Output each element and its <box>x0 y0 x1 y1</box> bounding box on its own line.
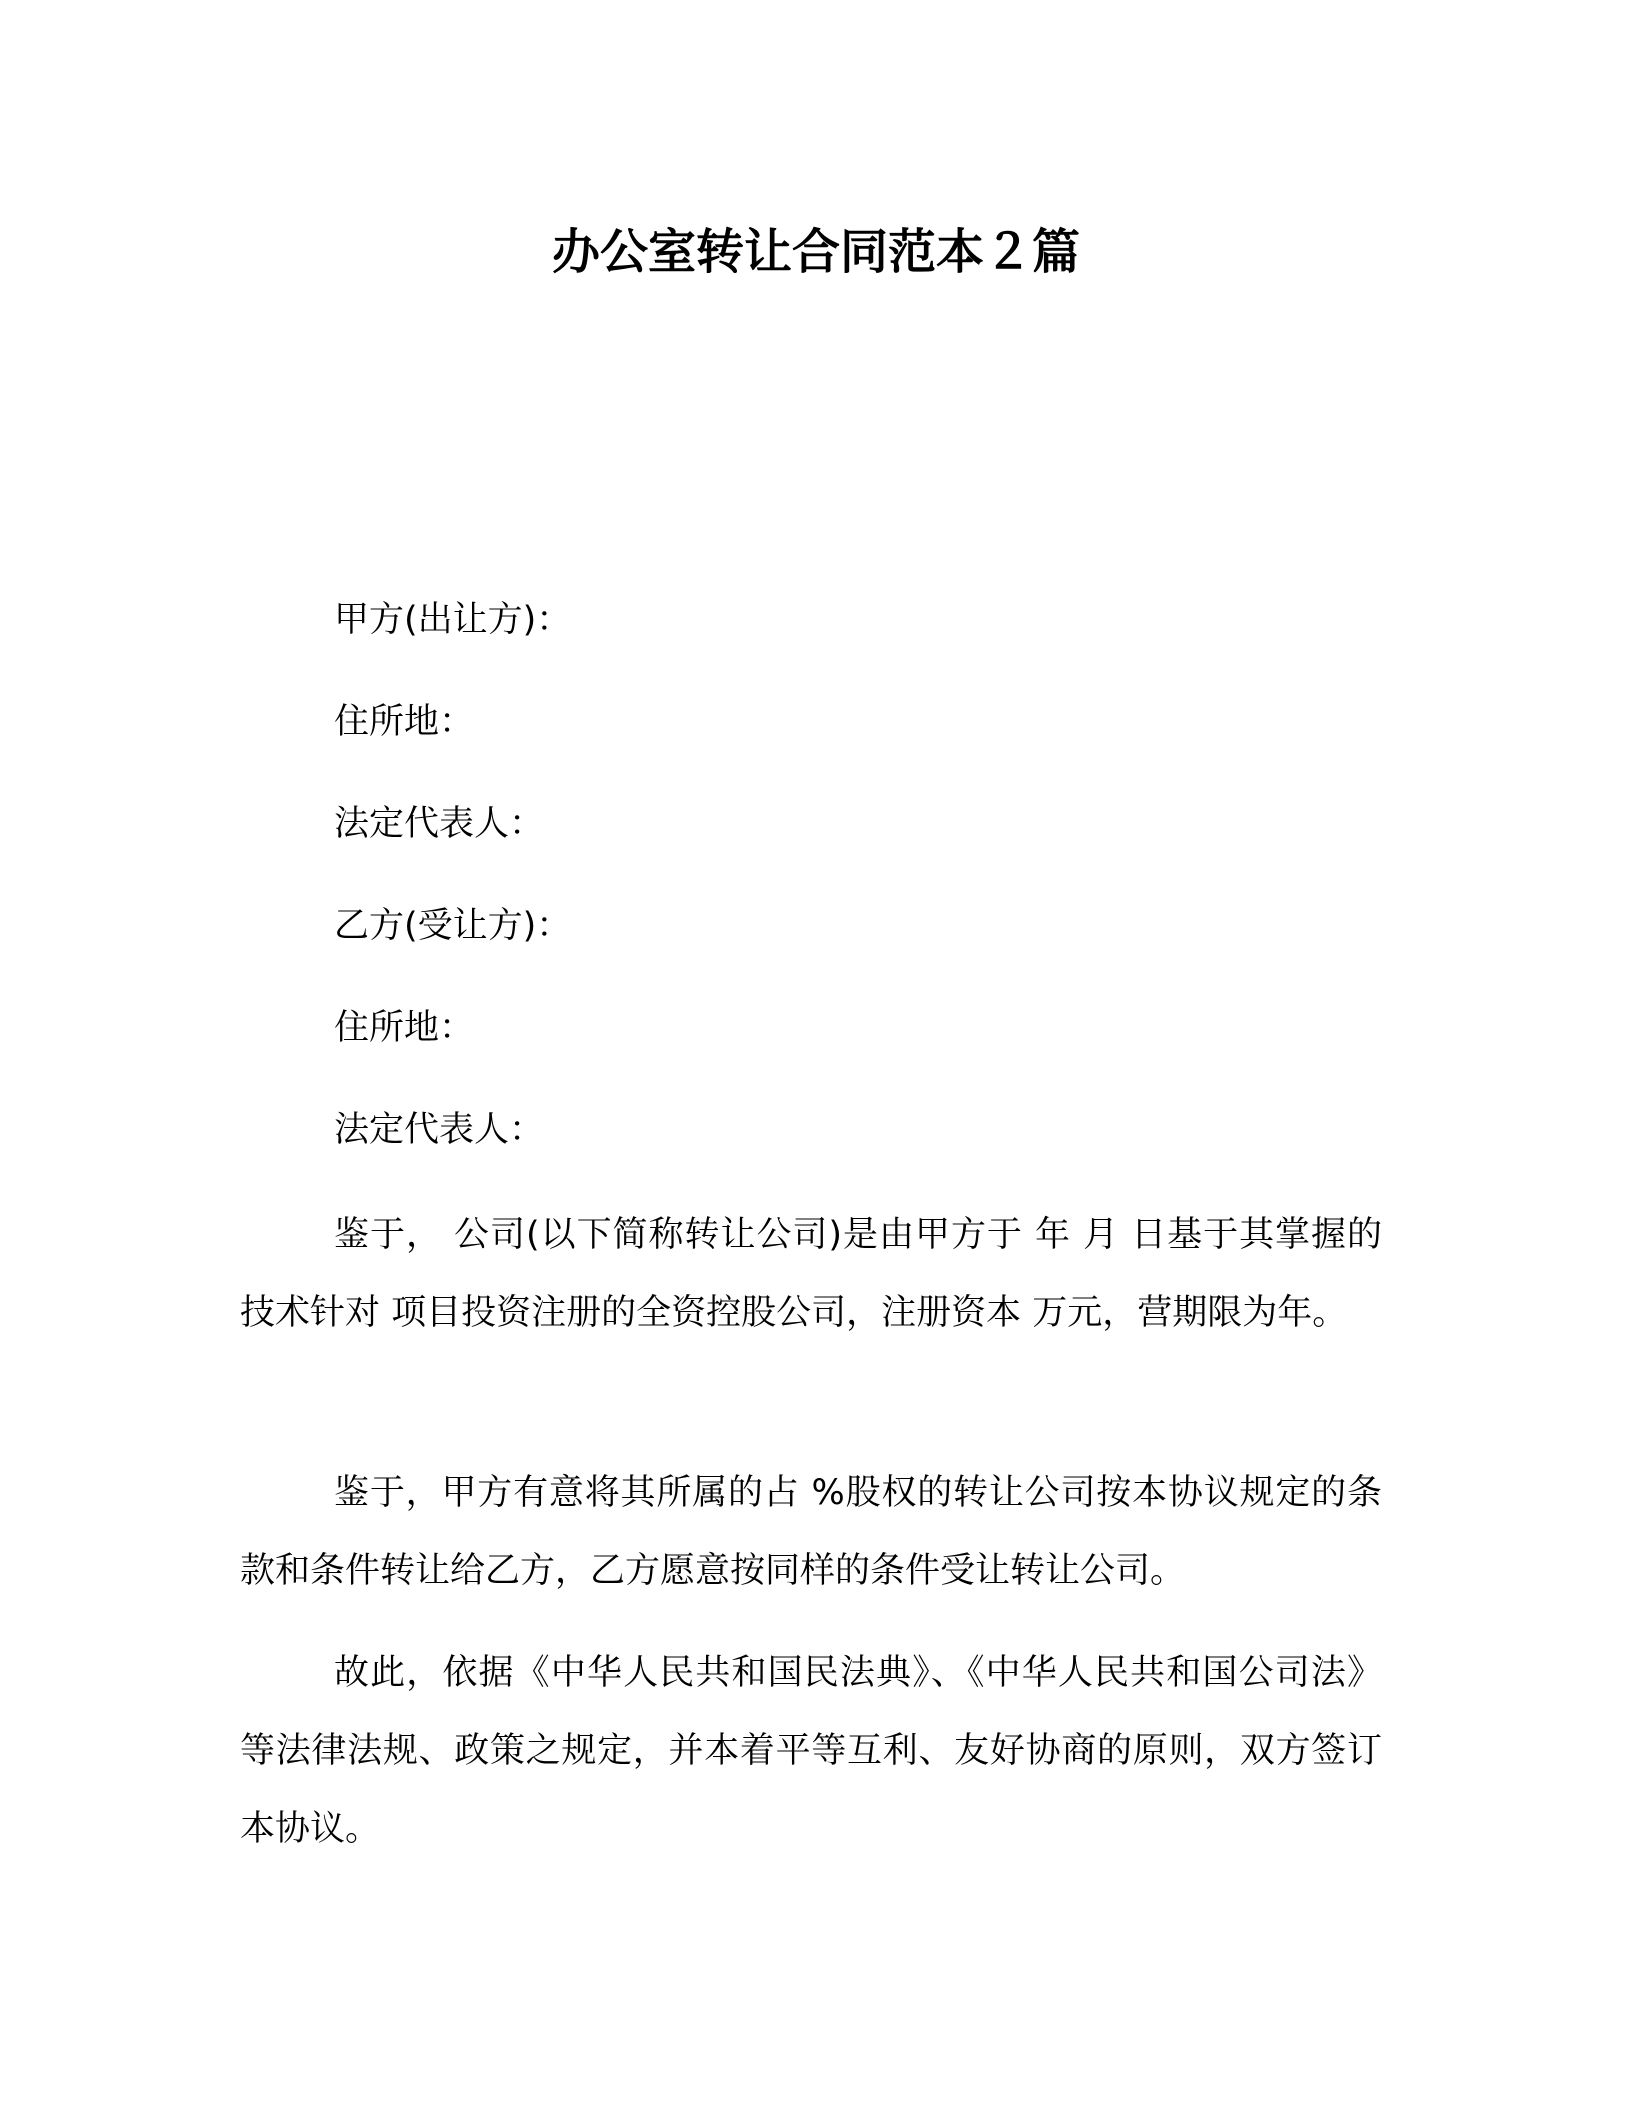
party-a-address-label: 住所地： <box>334 702 475 742</box>
document-title: 办公室转让合同范本２篇 <box>551 224 1080 280</box>
party-b-address-label: 住所地： <box>334 1008 475 1048</box>
paragraph-whereas-transfer: 鉴于，甲方有意将其所属的占 %股权的转让公司按本协议规定的条款和条件转让给乙方，乙方愿意按同样的条件受让转让公司。 <box>240 1473 1382 1591</box>
party-b-label: 乙方(受让方)： <box>334 906 572 946</box>
party-b-representative-label: 法定代表人： <box>334 1110 545 1150</box>
paragraph-therefore: 故此，依据《中华人民共和国民法典》、《中华人民共和国公司法》等法律法规、政策之规定，并本着平等互利、友好协商的原则，双方签订本协议。 <box>240 1653 1382 1849</box>
party-a-representative-label: 法定代表人： <box>334 804 545 844</box>
paragraph-whereas-company: 鉴于， 公司(以下简称转让公司)是由甲方于 年 月 日基于其掌握的 技术针对 项目投资注册的全资控股公司，注册资本 万元，营期限为年。 <box>240 1215 1382 1333</box>
party-a-label: 甲方(出让方)： <box>334 600 572 640</box>
